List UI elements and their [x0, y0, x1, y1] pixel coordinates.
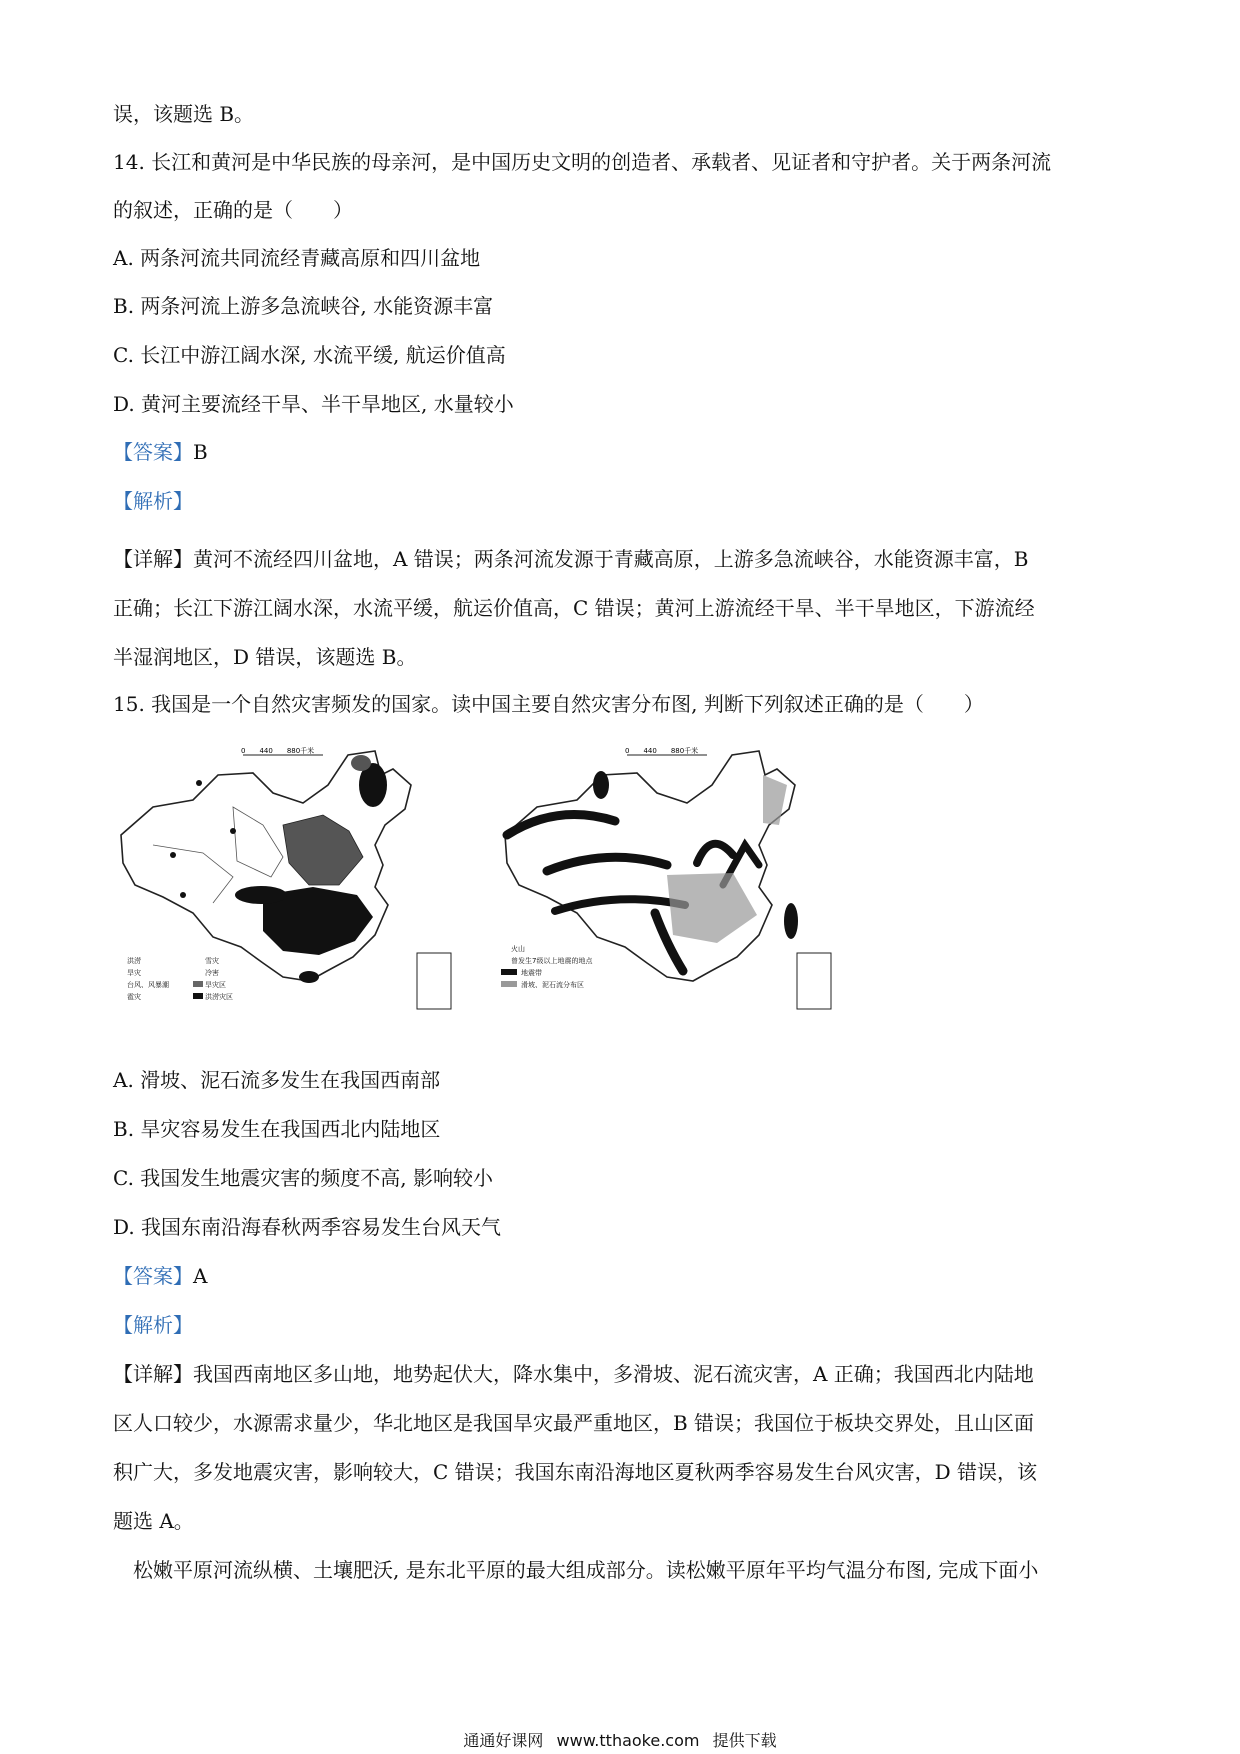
- scale-label: 0 440 880千米: [625, 747, 699, 755]
- next-passage: 松嫩平原河流纵横、土壤肥沃, 是东北平原的最大组成部分。读松嫩平原年平均气温分布图, 完成下面小: [113, 1558, 1039, 1582]
- detail-label: 【详解】: [113, 547, 193, 571]
- answer-14: [113, 438, 208, 466]
- legend-label: 曾发生7级以上地震的地点: [511, 957, 593, 965]
- detail-14-line-3: 半湿润地区，D 错误，该题选 B。: [113, 645, 417, 669]
- detail-14-line-1: [113, 545, 1029, 573]
- inset-map-frame: [417, 953, 451, 1009]
- geologic-disaster-map: [497, 745, 883, 1025]
- legend-label: 台风、风暴潮: [127, 981, 169, 989]
- question-14-option-a: A. 两条河流共同流经青藏高原和四川盆地: [113, 246, 481, 270]
- legend-label: 旱灾: [127, 969, 141, 977]
- detail-15-line-4: 题选 A。: [113, 1509, 194, 1533]
- page-footer: [0, 1728, 1240, 1751]
- analysis-label-15: 【解析】: [113, 1313, 193, 1337]
- analysis-label-14: 【解析】: [113, 489, 193, 513]
- question-14-stem: 14. 长江和黄河是中华民族的母亲河，是中国历史文明的创造者、承载者、见证者和守护者。关于两条河流: [113, 150, 1052, 174]
- detail-text: 我国西南地区多山地，地势起伏大，降水集中，多滑坡、泥石流灾害，A 正确；我国西北内陆地: [193, 1362, 1034, 1386]
- scale-label: 0 440 880千米: [241, 747, 315, 755]
- footer-suffix: 提供下载: [712, 1731, 777, 1750]
- question-14-option-b: B. 两条河流上游多急流峡谷, 水能资源丰富: [113, 294, 494, 318]
- map-legend: [127, 956, 233, 1001]
- detail-14-line-2: 正确；长江下游江阔水深，水流平缓，航运价值高，C 错误；黄河上游流经干旱、半干旱地区，下游流经: [113, 596, 1035, 620]
- legend-label: 滑坡、泥石流分布区: [521, 981, 584, 989]
- disaster-maps-figure: [113, 745, 883, 1027]
- detail-label: 【详解】: [113, 1362, 193, 1386]
- legend-label: 旱灾区: [205, 981, 226, 989]
- detail-15-line-3: 积广大，多发地震灾害，影响较大，C 错误；我国东南沿海地区夏秋两季容易发生台风灾害，D 错误，该: [113, 1460, 1038, 1484]
- question-15-option-b: B. 旱灾容易发生在我国西北内陆地区: [113, 1117, 441, 1141]
- inset-map-frame: [797, 953, 831, 1009]
- detail-15-line-2: 区人口较少，水源需求量少，华北地区是我国旱灾最严重地区，B 错误；我国位于板块交界处，且山区面: [113, 1411, 1035, 1435]
- detail-text: 黄河不流经四川盆地，A 错误；两条河流发源于青藏高原，上游多急流峡谷，水能资源丰富，B: [193, 547, 1029, 571]
- legend-label: 雹灾: [127, 993, 141, 1001]
- answer-value: A: [193, 1264, 208, 1288]
- footer-url-link[interactable]: www.tthaoke.com: [556, 1731, 700, 1750]
- question-14-option-d: D. 黄河主要流经干旱、半干旱地区, 水量较小: [113, 392, 514, 416]
- question-14-option-c: C. 长江中游江阔水深, 水流平缓, 航运价值高: [113, 343, 506, 367]
- question-15-option-a: A. 滑坡、泥石流多发生在我国西南部: [113, 1068, 441, 1092]
- legend-label: 雪灾: [205, 957, 219, 965]
- answer-15: [113, 1262, 207, 1290]
- question-15-stem: 15. 我国是一个自然灾害频发的国家。读中国主要自然灾害分布图, 判断下列叙述正确的是（ ）: [113, 692, 984, 716]
- detail-15-line-1: [113, 1360, 1034, 1388]
- legend-label: 火山: [511, 945, 525, 953]
- legend-label: 地震带: [521, 969, 542, 977]
- answer-value: B: [193, 440, 208, 464]
- question-15-option-c: C. 我国发生地震灾害的频度不高, 影响较小: [113, 1166, 494, 1190]
- map-legend: [501, 944, 593, 989]
- climate-disaster-map: [113, 745, 453, 1025]
- legend-label: 洪涝: [127, 957, 141, 965]
- text-line: 误，该题选 B。: [113, 102, 255, 126]
- footer-site-name: 通通好课网: [463, 1731, 544, 1750]
- question-14-stem-cont: 的叙述，正确的是（ ）: [113, 198, 353, 222]
- legend-label: 冷害: [205, 969, 219, 977]
- question-15-option-d: D. 我国东南沿海春秋两季容易发生台风天气: [113, 1215, 502, 1239]
- answer-label: 【答案】: [113, 1264, 193, 1288]
- answer-label: 【答案】: [113, 440, 193, 464]
- legend-label: 洪涝灾区: [205, 993, 233, 1001]
